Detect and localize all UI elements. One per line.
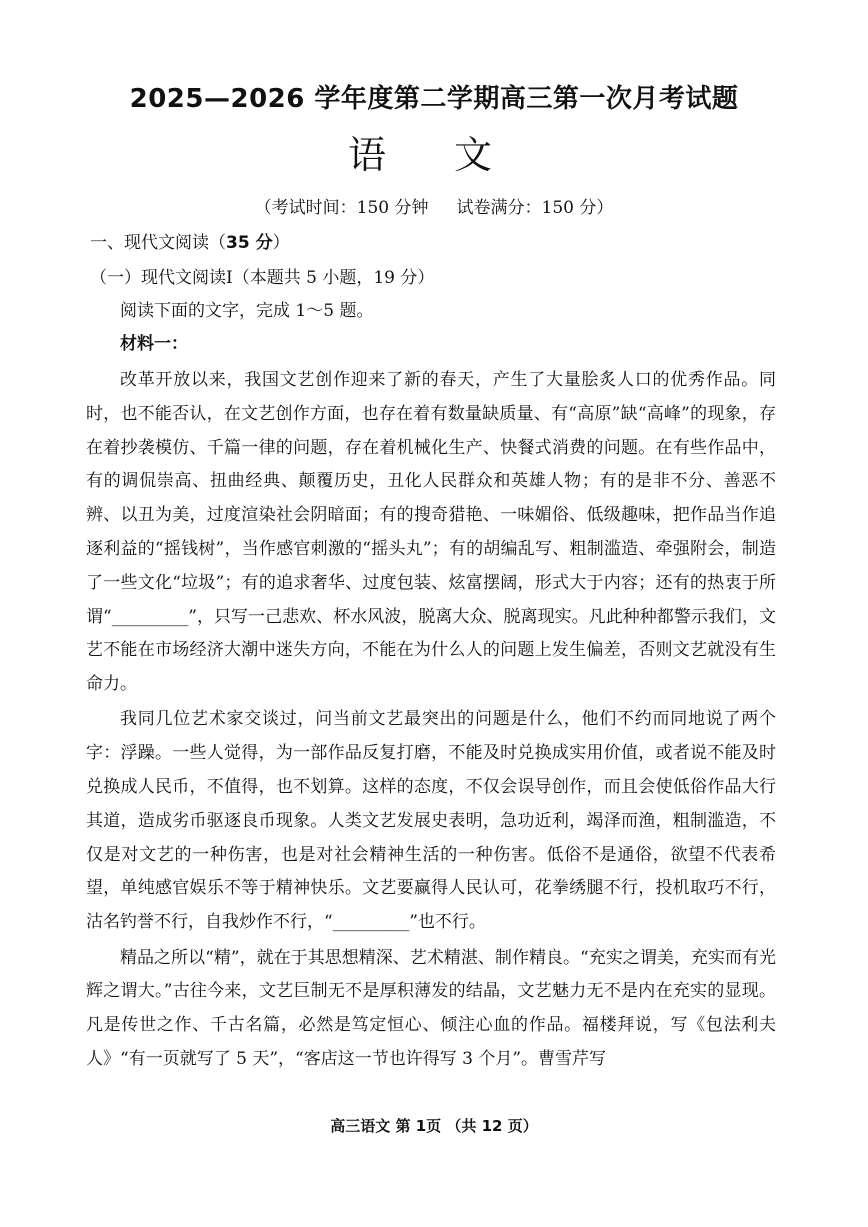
paragraph: 我同几位艺术家交谈过，问当前文艺最突出的问题是什么，他们不约而同地说了两个字：浮躁。一些人觉得，为一部作品反复打磨，不能及时兑换成实用价值，或者说不能及时兑换成人民币，不值得，也不划算。这样的态度，不仅会误导创作，而且会使低俗作品大行其道，造成劣币驱逐良币现象。人类文艺发展史表明，急功近利，竭泽而渔，粗制滥造，不仅是对文艺的一种伤害，也是对社会精神生活的一种伤害。低俗不是通俗，欲望不代表希望，单纯感官娱乐不等于精神快乐。文艺要赢得人民认可，花拳绣腿不行，投机取巧不行，沽名钓誉不行，自我炒作不行，“_________”也不行。: [86, 709, 776, 933]
section-heading-score: 35 分: [226, 233, 273, 253]
subject-text: 语 文: [347, 133, 521, 177]
sub-heading: （一）现代文阅读Ⅰ（本题共 5 小题，19 分）: [90, 268, 435, 288]
section-heading-suffix: ）: [272, 233, 290, 253]
exam-title: 2025—2026 学年度第二学期高三第一次月考试题: [129, 84, 739, 114]
paragraph: 改革开放以来，我国文艺创作迎来了新的春天，产生了大量脍炙人口的优秀作品。同时，也不能否认，在文艺创作方面，也存在着有数量缺质量、有“高原”缺“高峰”的现象，存在着抄袭模仿、千篇一律的问题，存在着机械化生产、快餐式消费的问题。在有些作品中，有的调侃崇高、扭曲经典、颠覆历史，丑化人民群众和英雄人物；有的是非不分、善恶不辨、以丑为美，过度渲染社会阴暗面；有的搜奇猎艳、一味媚俗、低级趣味，把作品当作追逐利益的“摇钱树”，当作感官刺激的“摇头丸”；有的胡编乱写、粗制滥造、牵强附会，制造了一些文化“垃圾”；有的追求奢华、过度包装、炫富摆阔，形式大于内容；还有的热衷于所谓“_________”，只写一己悲欢、杯水风波，脱离大众、脱离现实。凡此种种都警示我们，文艺不能在市场经济大潮中迷失方向，不能在为什么人的问题上发生偏差，否则文艺就没有生命力。: [86, 370, 776, 695]
material-label: [120, 331, 188, 357]
material-label-text: 材料一：: [120, 334, 188, 354]
paragraph: 精品之所以“精”，就在于其思想精深、艺术精湛、制作精良。“充实之谓美，充实而有光辉之谓大。”古往今来，文艺巨制无不是厚积薄发的结晶，文艺魅力无不是内在充实的显现。凡是传世之作、千古名篇，必然是笃定恒心、倾注心血的作品。福楼拜说，写《包法利夫人》“有一页就写了 5 天”，“客店这一节也许得写 3 个月”。曹雪芹写: [86, 947, 776, 1069]
reading-passage: [86, 364, 776, 1078]
section-heading-prefix: 一、现代文阅读（: [90, 233, 226, 253]
instruction: 阅读下面的文字，完成 1～5 题。: [120, 301, 374, 321]
section-heading: [90, 230, 290, 256]
page-footer: 高三语文 第 1页 （共 12 页）: [330, 1117, 538, 1135]
subject-title: [0, 132, 868, 178]
exam-info: [0, 195, 868, 221]
exam-time: （考试时间：150 分钟: [254, 198, 429, 218]
full-score: 试卷满分：150 分）: [456, 198, 614, 218]
